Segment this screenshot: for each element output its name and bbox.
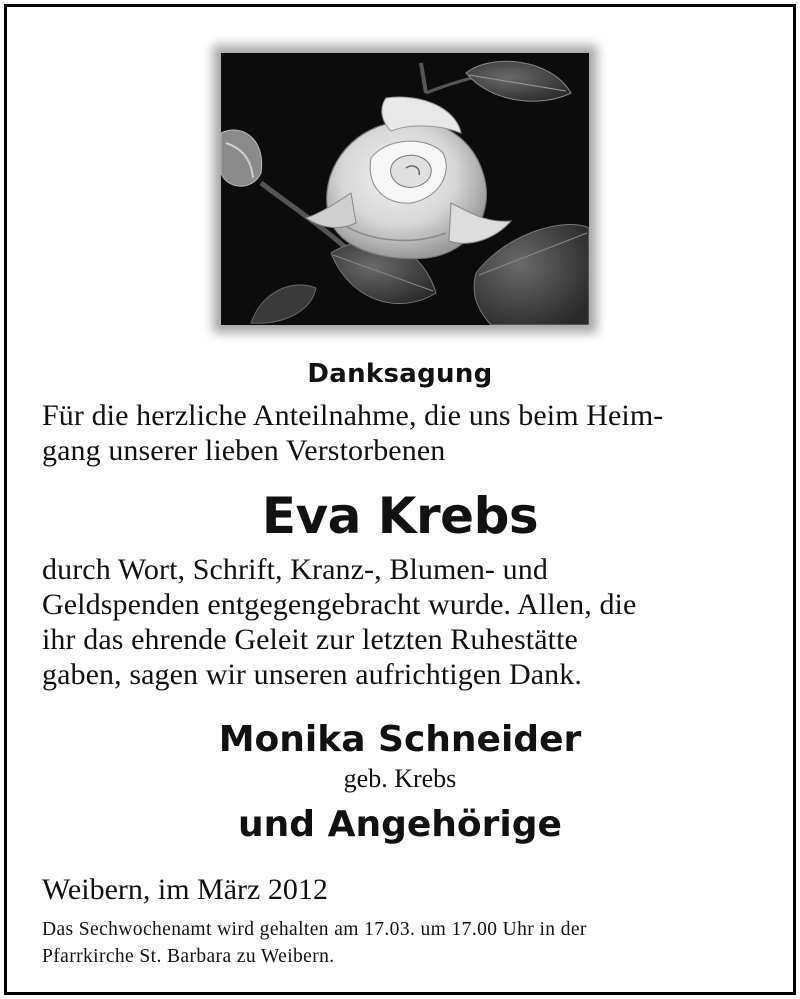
intro-line-2: gang unserer lieben Verstorbenen bbox=[42, 434, 446, 467]
signature-relatives: und Angehörige bbox=[238, 804, 562, 845]
intro-line-1: Für die herzliche Anteilnahme, die uns beim Heim- bbox=[42, 399, 664, 432]
heading-danksagung: Danksagung bbox=[307, 359, 493, 389]
obituary-notice bbox=[4, 4, 796, 995]
body-line-3: ihr das ehrende Geleit zur letzten Ruhestätte bbox=[42, 623, 578, 656]
rose-illustration bbox=[221, 53, 589, 325]
body-line-4: gaben, sagen wir unseren aufrichtigen Dank. bbox=[42, 658, 582, 691]
photo-frame bbox=[213, 45, 597, 333]
mass-info-line-1: Das Sechwochenamt wird gehalten am 17.03. um 17.00 Uhr in der bbox=[42, 919, 587, 940]
rose-photo bbox=[221, 53, 589, 325]
signature-name: Monika Schneider bbox=[218, 719, 582, 760]
place-date: Weibern, im März 2012 bbox=[42, 873, 328, 906]
body-line-1: durch Wort, Schrift, Kranz-, Blumen- und bbox=[42, 553, 548, 586]
mass-info-line-2: Pfarrkirche St. Barbara zu Weibern. bbox=[42, 946, 335, 967]
signature-maiden-name: geb. Krebs bbox=[343, 764, 457, 793]
body-line-2: Geldspenden entgegengebracht wurde. Allen, die bbox=[42, 588, 637, 621]
deceased-name: Eva Krebs bbox=[261, 487, 539, 545]
